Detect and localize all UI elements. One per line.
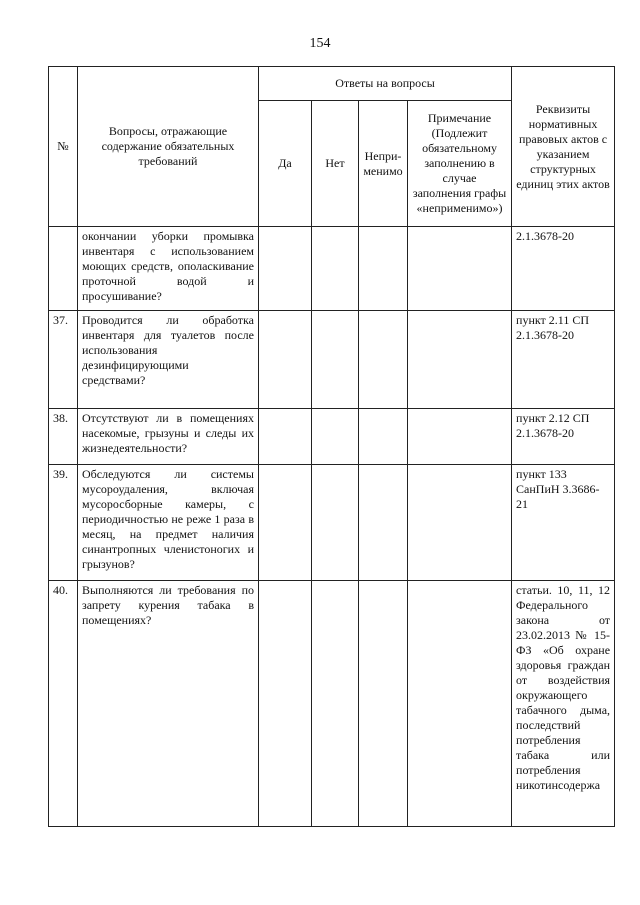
- answer-yes-cell[interactable]: [259, 227, 312, 311]
- table-row: [49, 409, 615, 465]
- answer-no-cell[interactable]: [312, 409, 359, 465]
- row-number: [49, 227, 78, 311]
- header-num: №: [49, 67, 78, 227]
- page-number: 154: [309, 36, 331, 51]
- answer-yes-cell[interactable]: [259, 465, 312, 581]
- answer-na-cell[interactable]: [359, 227, 408, 311]
- header-answers-group: Ответы на вопросы: [259, 67, 512, 101]
- note-cell[interactable]: [408, 581, 512, 827]
- answer-no-cell[interactable]: [312, 311, 359, 409]
- note-cell[interactable]: [408, 465, 512, 581]
- row-number: 40.: [49, 581, 78, 827]
- table-row: [49, 465, 615, 581]
- row-requisites: 2.1.3678-20: [512, 227, 615, 311]
- header-yes: Да: [259, 101, 312, 227]
- row-question: Выполняются ли требования по запрету курения табака в помещениях?: [78, 581, 259, 827]
- answer-na-cell[interactable]: [359, 311, 408, 409]
- answer-no-cell[interactable]: [312, 581, 359, 827]
- row-requisites: пункт 2.12 СП 2.1.3678-20: [512, 409, 615, 465]
- row-question: окончании уборки промывка инвентаря с использованием моющих средств, ополаскивание проточной водой и просушивание?: [78, 227, 259, 311]
- table-row: [49, 311, 615, 409]
- row-requisites: пункт 2.11 СП 2.1.3678-20: [512, 311, 615, 409]
- answer-na-cell[interactable]: [359, 409, 408, 465]
- note-cell[interactable]: [408, 409, 512, 465]
- row-question: Проводится ли обработка инвентаря для туалетов после использования дезинфицирующими средствами?: [78, 311, 259, 409]
- row-question: Отсутствуют ли в помещениях насекомые, грызуны и следы их жизнедеятельности?: [78, 409, 259, 465]
- answer-yes-cell[interactable]: [259, 409, 312, 465]
- table-row: [49, 227, 615, 311]
- header-question: Вопросы, отражающие содержание обязательных требований: [78, 67, 259, 227]
- answer-no-cell[interactable]: [312, 227, 359, 311]
- answer-yes-cell[interactable]: [259, 581, 312, 827]
- row-question: Обследуются ли системы мусороудаления, включая мусоросборные камеры, с периодичностью не реже 1 раза в месяц, на предмет наличия синантропных членистоногих и грызунов?: [78, 465, 259, 581]
- row-number: 39.: [49, 465, 78, 581]
- answer-no-cell[interactable]: [312, 465, 359, 581]
- header-no: Нет: [312, 101, 359, 227]
- answer-na-cell[interactable]: [359, 581, 408, 827]
- row-requisites: статьи. 10, 11, 12 Федерального закона от 23.02.2013 № 15-ФЗ «Об охране здоровья граждан от воздействия окружающего табачного дыма, последствий потребления табака или потребления никотинсодержа: [512, 581, 615, 827]
- header-not-applicable: Непри-менимо: [359, 101, 408, 227]
- header-note: Примечание (Подлежит обязательному заполнению в случае заполнения графы «неприменимо»): [408, 101, 512, 227]
- requirements-table: [48, 66, 615, 827]
- row-number: 37.: [49, 311, 78, 409]
- table-row: [49, 581, 615, 827]
- row-number: 38.: [49, 409, 78, 465]
- header-requisites: Реквизиты нормативных правовых актов с указанием структурных единиц этих актов: [512, 67, 615, 227]
- row-requisites: пункт 133 СанПиН 3.3686-21: [512, 465, 615, 581]
- note-cell[interactable]: [408, 227, 512, 311]
- note-cell[interactable]: [408, 311, 512, 409]
- answer-na-cell[interactable]: [359, 465, 408, 581]
- answer-yes-cell[interactable]: [259, 311, 312, 409]
